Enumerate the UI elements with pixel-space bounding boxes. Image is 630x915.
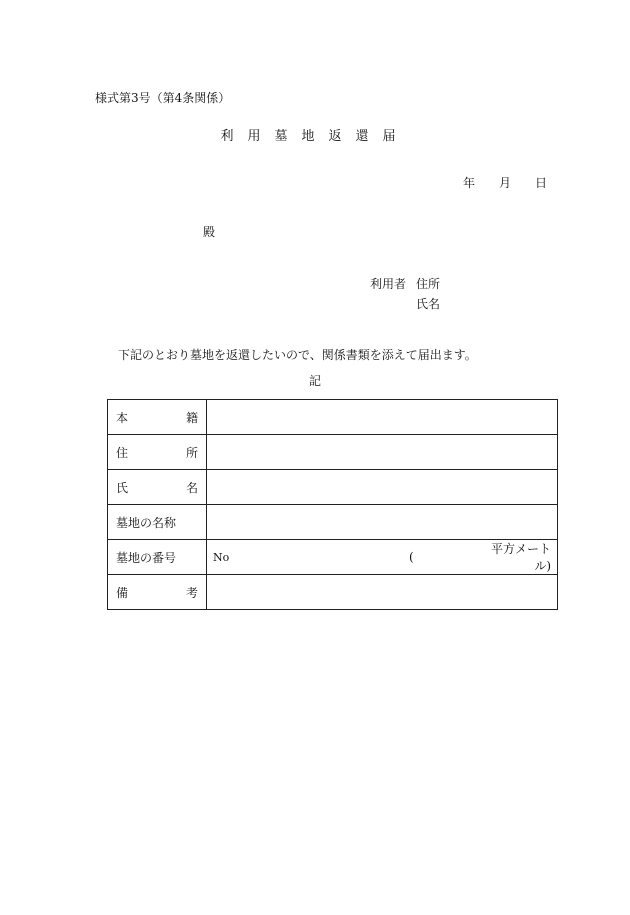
table-row xyxy=(108,575,558,610)
label-char: 所 xyxy=(185,445,198,460)
table-row xyxy=(108,435,558,470)
applicant-name-label: 氏名 xyxy=(416,297,441,311)
applicant-address-label: 住所 xyxy=(416,277,441,291)
label-char: 氏 xyxy=(116,480,129,495)
label-char: 住 xyxy=(116,445,129,460)
ki-heading: 記 xyxy=(308,374,321,388)
area-unit: 平方メートル) xyxy=(490,542,551,573)
label-char: 備 xyxy=(116,585,129,600)
label-remarks xyxy=(108,575,207,610)
address-field[interactable] xyxy=(207,435,558,470)
label-char: 考 xyxy=(185,585,198,600)
name-field[interactable] xyxy=(207,470,558,505)
honseki-field[interactable] xyxy=(207,400,558,435)
number-prefix: No xyxy=(213,550,230,564)
grave-number-field[interactable] xyxy=(207,540,558,575)
label-grave-name xyxy=(108,505,207,540)
date-day-label: 日 xyxy=(535,176,548,190)
applicant-role-label: 利用者 xyxy=(370,277,407,291)
label-text: 墓地の番号 xyxy=(116,550,177,565)
statement-text: 下記のとおり墓地を返還したいので、関係書類を添えて届出ます。 xyxy=(118,348,477,362)
grave-name-field[interactable] xyxy=(207,505,558,540)
label-char: 名 xyxy=(185,480,198,495)
date-month-label: 月 xyxy=(499,176,512,190)
date-line xyxy=(463,177,547,189)
label-address xyxy=(108,435,207,470)
record-table xyxy=(107,399,558,610)
document-title: 利用墓地返還届 xyxy=(220,129,410,144)
table-row xyxy=(108,505,558,540)
addressee-suffix: 殿 xyxy=(203,225,216,239)
label-text: 墓地の名称 xyxy=(116,515,177,530)
label-char: 籍 xyxy=(185,410,198,425)
remarks-field[interactable] xyxy=(207,575,558,610)
label-char: 本 xyxy=(116,410,129,425)
table-row xyxy=(108,470,558,505)
label-grave-number xyxy=(108,540,207,575)
label-honseki xyxy=(108,400,207,435)
form-number-label: 様式第3号（第4条関係） xyxy=(95,91,231,105)
label-name xyxy=(108,470,207,505)
date-year-label: 年 xyxy=(463,176,476,190)
table-row xyxy=(108,400,558,435)
table-row xyxy=(108,540,558,575)
area-open-paren: ( xyxy=(409,550,414,564)
